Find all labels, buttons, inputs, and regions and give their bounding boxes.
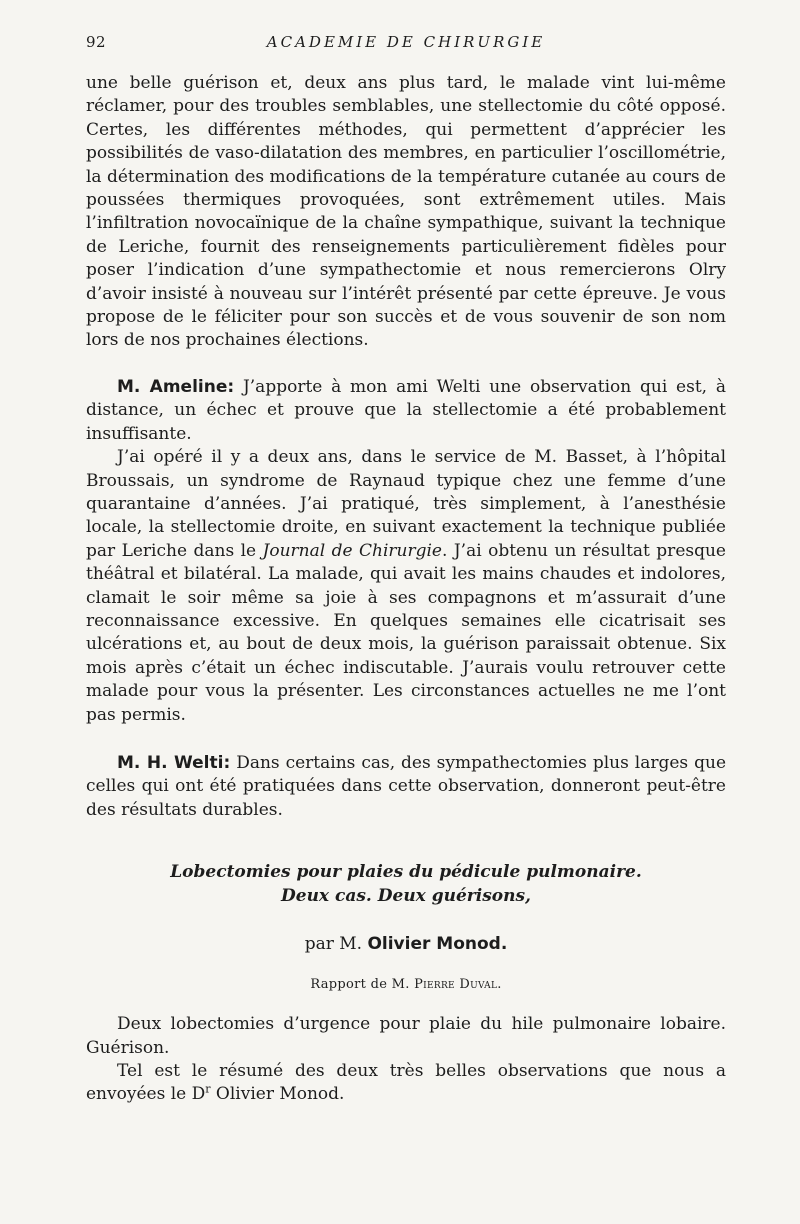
paragraph-ameline <box>86 376 726 446</box>
article-byline <box>86 932 726 956</box>
paragraph-continuation: une belle guérison et, deux ans plus tard, le malade vint lui-même réclamer, pour des troubles semblables, une stellectomie du côté opposé. Certes, les différentes méthodes, qui permettent d’apprécier les possibilités de vaso-dilatation des membres, en particulier l’oscillométrie, la détermination des modifications de la température cutanée au cours de poussées thermiques provoquées, sont extrêmement utiles. Mais l’infiltration novocaïnique de la chaîne sympathique, suivant la technique de Leriche, fournit des renseignements particulièrement fidèles pour poser l’indication d’une sympathectomie et nous remercierons Olry d’avoir insisté à nouveau sur l’intérêt présenté par cette épreuve. Je vous propose de le féliciter pour son succès et de vous souvenir de son nom lors de nos prochaines élections. <box>86 73 726 351</box>
speaker-ameline: M. Ameline: <box>117 376 235 397</box>
article-title <box>86 860 726 908</box>
author-name: Olivier Monod. <box>367 934 508 955</box>
journal-title: Journal de Chirurgie <box>262 540 442 561</box>
paragraph-ameline-observation <box>86 446 726 727</box>
paragraph-summary: Deux lobectomies d’urgence pour plaie du hile pulmonaire lobaire. Guérison. <box>86 1014 726 1058</box>
ameline-text: J’apporte à mon ami Welti une observation qui est, à distance, un échec et prouve que la stellectomie a été probablement insuffisante. <box>86 376 727 444</box>
page-number: 92 <box>86 33 107 51</box>
reporter-name: Pierre Duval. <box>414 977 502 993</box>
speaker-welti: M. H. Welti: <box>117 752 231 773</box>
closing-text-start: Tel est le résumé des deux très belles observations que nous a envoyées le D <box>86 1061 726 1105</box>
report-line <box>86 975 726 995</box>
observation-text-end: . J’ai obtenu un résultat presque théâtral et bilatéral. La malade, qui avait les mains chaudes et indolores, clamait le soir même sa joie à ses compagnons et m’assurait d’une reconnaissance excessive. En quelques semaines elle cicatrisait ses ulcérations et, au bout de deux mois, la guérison paraissait obtenue. Six mois après c’était un échec indiscutable. J’aurais voulu retrouver cette malade pour vous la présenter. Les circonstances actuelles ne me l’ont pas permis. <box>86 540 726 725</box>
article-title-line-1: Lobectomies pour plaies du pédicule pulmonaire. <box>170 862 642 883</box>
byline-prefix: par M. <box>304 934 368 955</box>
page-body <box>86 72 726 1107</box>
report-prefix: Rapport de M. <box>310 977 415 993</box>
doctor-superscript: r <box>205 1082 211 1096</box>
paragraph-closing <box>86 1060 726 1107</box>
paragraph-welti <box>86 752 726 822</box>
page-header <box>86 33 726 55</box>
closing-text-end: Olivier Monod. <box>210 1084 345 1105</box>
running-head: ACADEMIE DE CHIRURGIE <box>266 33 546 51</box>
welti-text: Dans certains cas, des sympathectomies plus larges que celles qui ont été pratiquées dans cette observation, donneront peut-être des résultats durables. <box>86 752 727 820</box>
article-title-line-2: Deux cas. Deux guérisons, <box>281 886 531 907</box>
observation-text-start: J’ai opéré il y a deux ans, dans le service de M. Basset, à l’hôpital Broussais, un syndrome de Raynaud typique chez une femme d’une quarantaine d’années. J’ai pratiqué, très simplement, à l’anesthésie locale, la stellectomie droite, en suivant exactement la technique publiée par Leriche dans le <box>86 447 726 561</box>
